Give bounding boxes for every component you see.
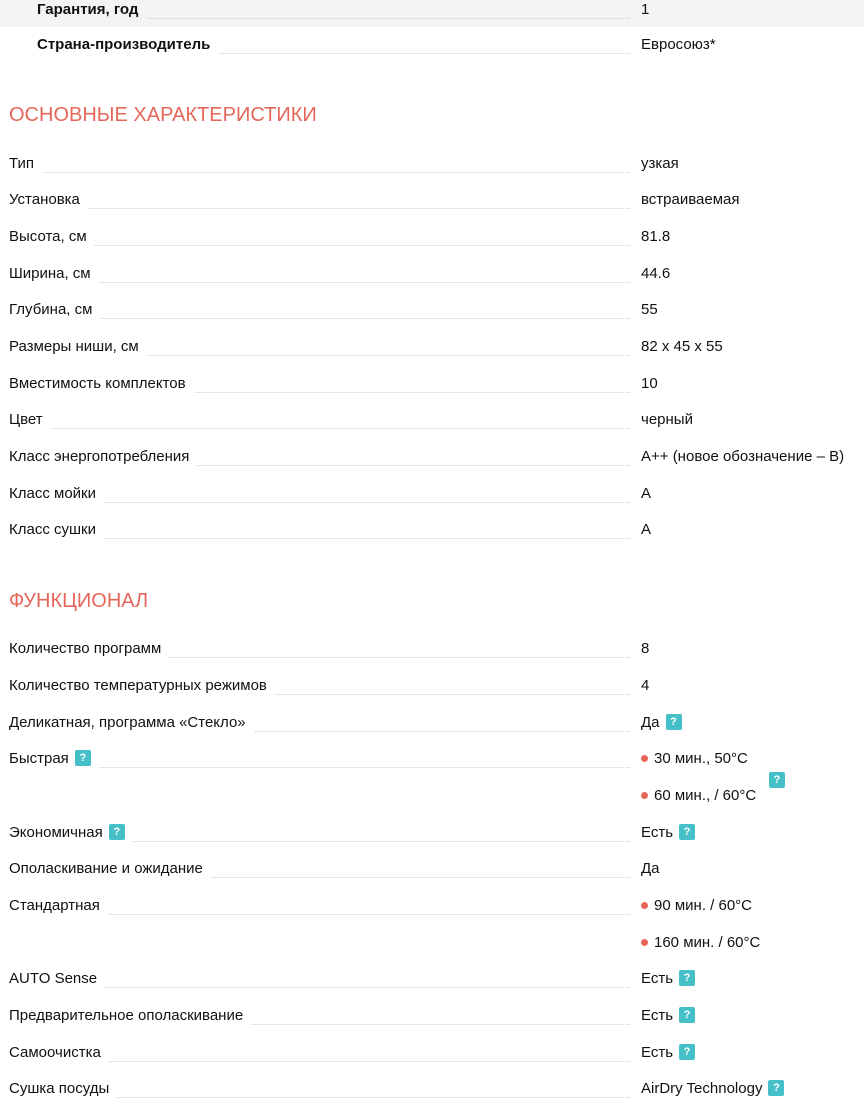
spec-row <box>0 851 864 887</box>
spec-name: Размеры ниши, см <box>9 329 147 365</box>
spec-row <box>0 146 864 182</box>
spec-value-option <box>641 925 760 961</box>
spec-value-with-help <box>641 1035 695 1071</box>
dotted-leader <box>9 428 630 429</box>
spec-value-text: Есть <box>641 1044 674 1061</box>
help-icon[interactable]: ? <box>666 714 682 730</box>
spec-name: Цвет <box>9 402 51 438</box>
spec-value-text: Да <box>641 714 660 731</box>
spec-value: Да <box>641 860 660 877</box>
dotted-leader <box>9 318 630 319</box>
spec-value: A <box>641 521 652 538</box>
bullet-icon <box>641 902 648 909</box>
help-icon[interactable]: ? <box>75 750 91 766</box>
dotted-leader <box>9 208 630 209</box>
spec-value-option <box>641 778 756 814</box>
dotted-leader <box>9 172 630 173</box>
spec-name: Ополаскивание и ожидание <box>9 851 211 887</box>
spec-row <box>0 476 864 512</box>
spec-name: Глубина, см <box>9 292 100 328</box>
spec-value: A++ (новое обозначение – B) <box>641 448 845 465</box>
spec-name: Деликатная, программа «Стекло» <box>9 705 254 741</box>
option-text: 60 мин., / 60°C <box>654 787 757 804</box>
section-title-main-specs: ОСНОВНЫЕ ХАРАКТЕРИСТИКИ <box>9 104 317 126</box>
spec-row <box>0 366 864 402</box>
spec-row <box>0 705 864 741</box>
spec-row <box>0 219 864 255</box>
spec-value-option <box>641 741 748 777</box>
spec-value-text: Есть <box>641 824 674 841</box>
spec-name-text: Экономичная <box>9 824 103 841</box>
spec-row <box>0 402 864 438</box>
spec-name: Высота, см <box>9 219 95 255</box>
option-text: 90 мин. / 60°C <box>654 897 753 914</box>
spec-name: Сушка посуды <box>9 1071 117 1107</box>
option-text: 30 мин., 50°C <box>654 750 748 767</box>
help-icon[interactable]: ? <box>679 1007 695 1023</box>
spec-value-with-help <box>641 815 695 851</box>
spec-name: Количество программ <box>9 631 169 667</box>
spec-value-text: AirDry Technology <box>641 1080 763 1097</box>
help-icon[interactable]: ? <box>109 824 125 840</box>
spec-name: Класс сушки <box>9 512 104 548</box>
spec-row-quick <box>0 741 864 804</box>
spec-name: Страна-производитель <box>9 27 218 63</box>
help-icon[interactable]: ? <box>679 1044 695 1060</box>
spec-value: Евросоюз* <box>641 36 716 53</box>
spec-name: Гарантия, год <box>9 0 146 28</box>
spec-row <box>0 439 864 475</box>
spec-value-text: Есть <box>641 970 674 987</box>
help-icon[interactable]: ? <box>768 1080 784 1096</box>
spec-value: черный <box>641 411 693 428</box>
spec-name-text: Быстрая <box>9 750 69 767</box>
section-title-functional: ФУНКЦИОНАЛ <box>9 590 149 612</box>
spec-row <box>0 256 864 292</box>
spec-row <box>0 182 864 218</box>
bullet-icon <box>641 755 648 762</box>
spec-row <box>0 512 864 548</box>
spec-row <box>0 998 864 1034</box>
spec-value: A <box>641 485 652 502</box>
help-icon[interactable]: ? <box>679 970 695 986</box>
spec-name: Предварительное ополаскивание <box>9 998 251 1034</box>
spec-value-with-help <box>641 705 682 741</box>
bullet-icon <box>641 792 648 799</box>
spec-row <box>0 961 864 997</box>
bullet-icon <box>641 939 648 946</box>
spec-value-with-help <box>641 1071 784 1107</box>
option-text: 160 мин. / 60°C <box>654 934 761 951</box>
spec-value-text: Есть <box>641 1007 674 1024</box>
spec-value: 55 <box>641 301 658 318</box>
spec-value-option <box>641 888 752 924</box>
spec-value: 4 <box>641 677 650 694</box>
spec-name: Тип <box>9 146 42 182</box>
spec-row <box>0 329 864 365</box>
help-icon[interactable]: ? <box>769 772 785 788</box>
spec-row <box>0 631 864 667</box>
spec-name-with-help <box>9 741 99 777</box>
spec-name-with-help <box>9 815 133 851</box>
spec-value-with-help <box>641 961 695 997</box>
spec-name: Класс энергопотребления <box>9 439 197 475</box>
dotted-leader <box>9 767 630 768</box>
spec-name: Ширина, см <box>9 256 99 292</box>
spec-name: Вместимость комплектов <box>9 366 194 402</box>
spec-value: встраиваемая <box>641 191 740 208</box>
spec-row <box>0 668 864 704</box>
spec-row <box>0 1035 864 1071</box>
spec-value: 44.6 <box>641 265 671 282</box>
help-icon[interactable]: ? <box>679 824 695 840</box>
spec-value: 82 x 45 x 55 <box>641 338 723 355</box>
spec-row <box>0 815 864 851</box>
dotted-leader <box>9 282 630 283</box>
spec-name: Количество температурных режимов <box>9 668 275 704</box>
spec-value: узкая <box>641 155 679 172</box>
spec-name: Стандартная <box>9 888 108 924</box>
spec-row <box>0 292 864 328</box>
spec-row-country <box>0 27 864 63</box>
spec-value: 81.8 <box>641 228 671 245</box>
spec-value-with-help <box>641 998 695 1034</box>
spec-name: AUTO Sense <box>9 961 105 997</box>
spec-row <box>0 1071 864 1107</box>
spec-row-warranty <box>0 0 864 28</box>
spec-name: Установка <box>9 182 88 218</box>
spec-row-standard <box>0 888 864 951</box>
spec-name: Самоочистка <box>9 1035 109 1071</box>
spec-value: 10 <box>641 375 658 392</box>
dotted-leader <box>9 245 630 246</box>
spec-value: 8 <box>641 640 650 657</box>
spec-value: 1 <box>641 1 650 18</box>
spec-name: Класс мойки <box>9 476 104 512</box>
